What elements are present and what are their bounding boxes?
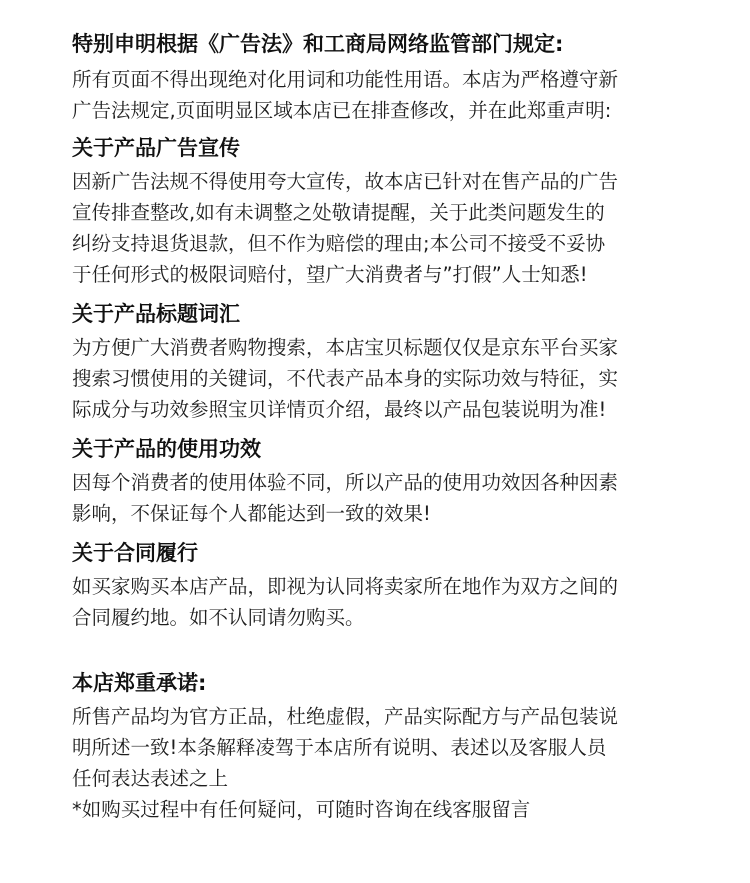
- section-product-effect: [72, 435, 700, 529]
- section-line: 合同履约地。如不认同请勿购买。: [72, 606, 365, 629]
- section-heading: 关于合同履行: [72, 541, 198, 565]
- section-heading: 关于产品的使用功效: [72, 437, 261, 461]
- section-heading: 关于产品标题词汇: [72, 302, 240, 326]
- promise-note: *如购买过程中有任何疑问，可随时咨询在线客服留言: [72, 798, 531, 821]
- notice-title: 特别申明根据《广告法》和工商局网络监管部门规定:: [72, 32, 564, 56]
- section-ad-promotion: [72, 134, 700, 290]
- section-line: 于任何形式的极限词赔付，望广大消费者与”打假”人士知悉!: [72, 263, 588, 286]
- section-heading: 关于产品广告宣传: [72, 136, 240, 160]
- section-line: 因每个消费者的使用体验不同，所以产品的使用功效因各种因素: [72, 471, 619, 494]
- notice-line: 所有页面不得出现绝对化用词和功能性用语。本店为严格遵守新: [72, 68, 619, 91]
- section-title-keywords: [72, 300, 700, 425]
- section-line: 为方便广大消费者购物搜索，本店宝贝标题仅仅是京东平台买家: [72, 336, 619, 359]
- promise-line: 明所述一致!本条解释凌驾于本店所有说明、表述以及客服人员: [72, 736, 607, 759]
- promise-line: 任何表达表述之上: [72, 767, 229, 790]
- section-line: 纠纷支持退货退款，但不作为赔偿的理由;本公司不接受不妥协: [72, 232, 606, 255]
- section-contract: [72, 539, 700, 633]
- section-line: 因新广告法规不得使用夸大宣传，故本店已针对在售产品的广告: [72, 170, 619, 193]
- promise-heading: 本店郑重承诺:: [72, 671, 207, 695]
- notice-line: 广告法规定,页面明显区域本店已在排查修改，并在此郑重声明:: [72, 99, 612, 122]
- section-line: 影响，不保证每个人都能达到一致的效果!: [72, 502, 431, 525]
- section-promise: [72, 669, 700, 825]
- promise-line: 所售产品均为官方正品，杜绝虚假，产品实际配方与产品包装说: [72, 705, 619, 728]
- section-line: 际成分与功效参照宝贝详情页介绍，最终以产品包装说明为准!: [72, 398, 607, 421]
- section-line: 宣传排查整改,如有未调整之处敬请提醒，关于此类问题发生的: [72, 201, 605, 224]
- section-line: 如买家购买本店产品，即视为认同将卖家所在地作为双方之间的: [72, 575, 619, 598]
- section-line: 搜索习惯使用的关键词，不代表产品本身的实际功效与特征，实: [72, 367, 619, 390]
